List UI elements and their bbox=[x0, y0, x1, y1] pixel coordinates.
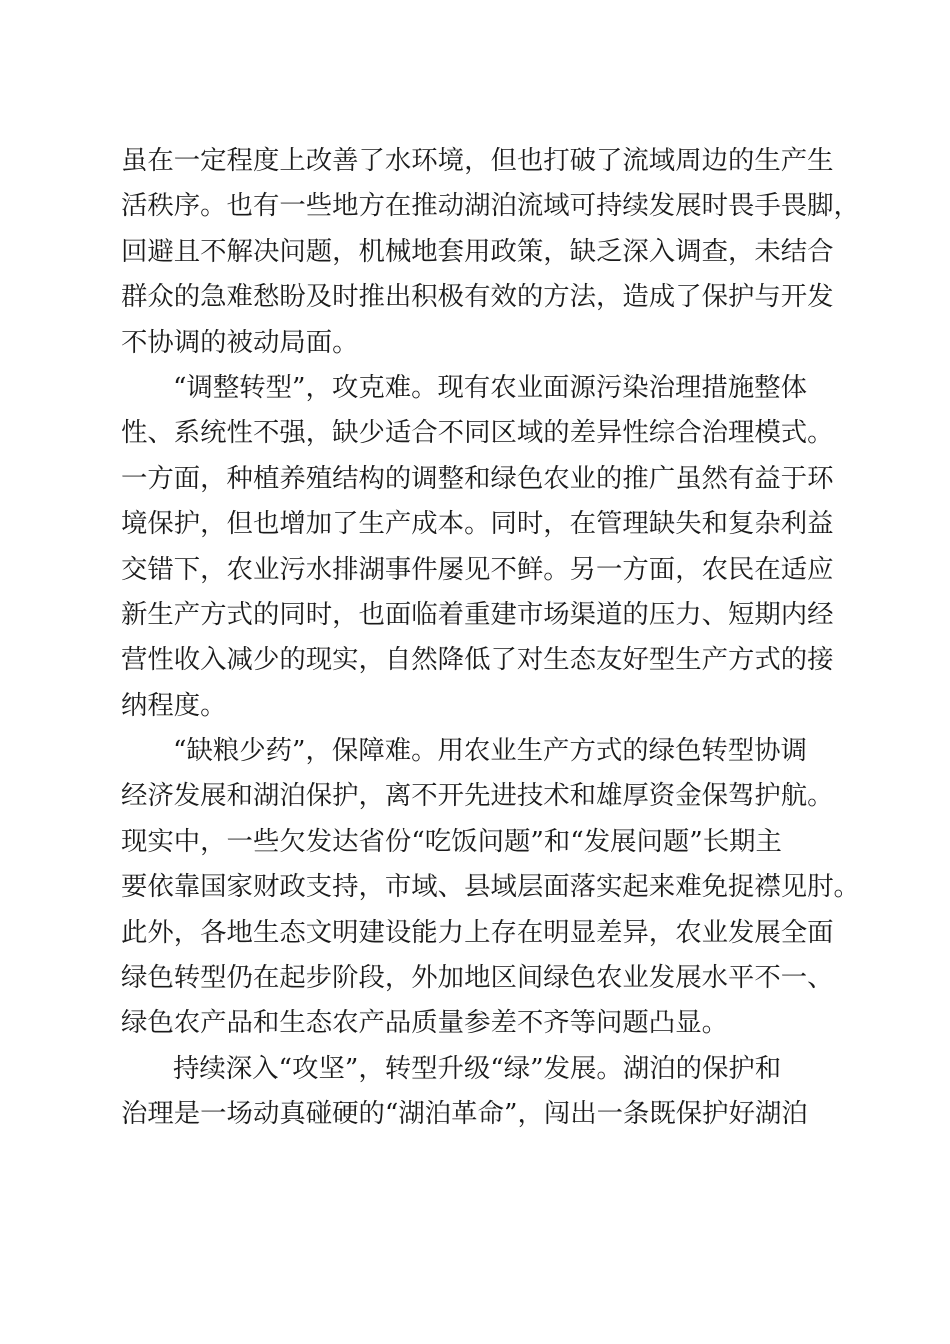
paragraph-4 bbox=[121, 1046, 841, 1137]
text-line: 境保护，但也增加了生产成本。同时，在管理缺失和复杂利益 bbox=[121, 508, 834, 540]
text-line: 不协调的被动局面。 bbox=[121, 326, 359, 358]
text-line: 要依靠国家财政支持，市域、县域层面落实起来难免捉襟见肘。 bbox=[121, 871, 860, 903]
paragraph-3 bbox=[121, 728, 860, 1046]
text-line: 活秩序。也有一些地方在推动湖泊流域可持续发展时畏手畏脚， bbox=[121, 190, 860, 222]
text-line: 现实中，一些欠发达省份“吃饭问题”和“发展问题”长期主 bbox=[121, 825, 782, 857]
text-line: 群众的急难愁盼及时推出积极有效的方法，造成了保护与开发 bbox=[121, 281, 834, 313]
text-line: 性、系统性不强，缺少适合不同区域的差异性综合治理模式。 bbox=[121, 417, 834, 449]
text-line: 绿色转型仍在起步阶段，外加地区间绿色农业发展水平不一、 bbox=[121, 962, 834, 994]
text-line: 交错下，农业污水排湖事件屡见不鲜。另一方面，农民在适应 bbox=[121, 553, 834, 585]
text-line: “缺粮少药”，保障难。用农业生产方式的绿色转型协调 bbox=[173, 735, 807, 767]
text-line: 治理是一场动真碰硬的“湖泊革命”，闯出一条既保护好湖泊 bbox=[121, 1098, 808, 1130]
body-text bbox=[121, 138, 860, 1137]
text-line: 纳程度。 bbox=[121, 689, 227, 721]
paragraph-2 bbox=[121, 365, 841, 728]
text-line: 绿色农产品和生态农产品质量参差不齐等问题凸显。 bbox=[121, 1007, 728, 1039]
text-line: “调整转型”，攻克难。现有农业面源污染治理措施整体 bbox=[173, 371, 807, 403]
text-line: 经济发展和湖泊保护，离不开先进技术和雄厚资金保驾护航。 bbox=[121, 780, 834, 812]
text-line: 此外，各地生态文明建设能力上存在明显差异，农业发展全面 bbox=[121, 916, 834, 948]
text-line: 回避且不解决问题，机械地套用政策，缺乏深入调查，未结合 bbox=[121, 235, 834, 267]
text-line: 一方面，种植养殖结构的调整和绿色农业的推广虽然有益于环 bbox=[121, 462, 834, 494]
paragraph-1 bbox=[121, 138, 860, 365]
text-line: 虽在一定程度上改善了水环境，但也打破了流域周边的生产生 bbox=[121, 145, 834, 176]
text-line: 新生产方式的同时，也面临着重建市场渠道的压力、短期内经 bbox=[121, 598, 834, 630]
text-line: 持续深入“攻坚”，转型升级“绿”发展。湖泊的保护和 bbox=[173, 1052, 782, 1084]
text-line: 营性收入减少的现实，自然降低了对生态友好型生产方式的接 bbox=[121, 644, 834, 676]
